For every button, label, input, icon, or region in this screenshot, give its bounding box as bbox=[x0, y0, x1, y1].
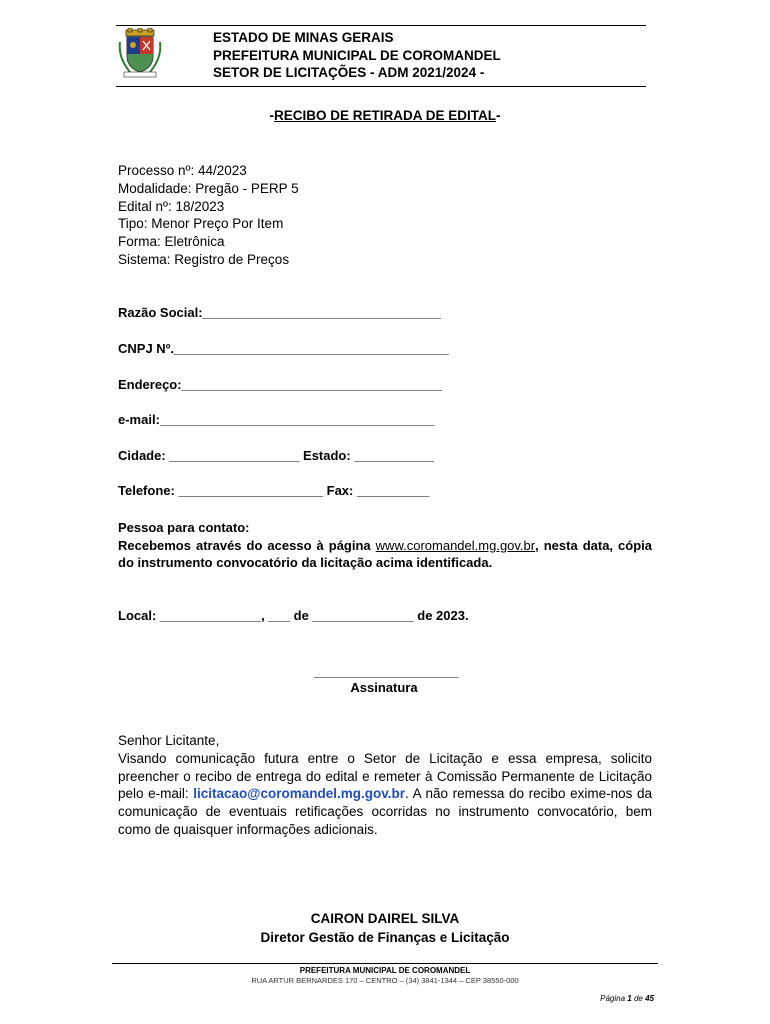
document-footer bbox=[0, 966, 770, 986]
email-field: e-mail:______________________________________ bbox=[118, 412, 435, 427]
local-date-field: Local: ______________, ___ de ______________ de 2023. bbox=[118, 608, 469, 623]
municipal-coat-of-arms-icon bbox=[118, 28, 162, 78]
signer-name: CAIRON DAIREL SILVA bbox=[310, 911, 460, 926]
cnpj-field: CNPJ Nº.______________________________________ bbox=[118, 341, 449, 356]
header-top-rule bbox=[116, 25, 646, 26]
receipt-text-after: , nesta data, cópia do instrumento convocatório da licitação acima identificada. bbox=[118, 537, 652, 570]
page-current: 1 bbox=[627, 994, 632, 1003]
signer-role: Diretor Gestão de Finanças e Licitação bbox=[260, 930, 510, 945]
page-total: 45 bbox=[645, 994, 654, 1003]
cidade-estado-field: Cidade: __________________ Estado: ___________ bbox=[118, 448, 434, 463]
page-label: Página bbox=[600, 994, 626, 1003]
letter-paragraph bbox=[118, 750, 652, 839]
razao-social-field: Razão Social:_________________________________ bbox=[118, 305, 442, 320]
header-bottom-rule bbox=[116, 86, 646, 87]
letter-greeting: Senhor Licitante, bbox=[118, 733, 220, 748]
title-text: RECIBO DE RETIRADA DE EDITAL bbox=[273, 108, 496, 123]
website-link[interactable]: www.coromandel.mg.gov.br bbox=[375, 537, 536, 553]
signature-line: ____________________ bbox=[314, 664, 459, 679]
receipt-statement bbox=[118, 537, 652, 572]
process-type: Tipo: Menor Preço Por Item bbox=[118, 216, 284, 232]
letter-text-before: Visando comunicação futura entre o Setor de Licitação e essa empresa, solicito preencher o recibo de entrega do edital e remeter à Comissão Permanente de Licitação pelo e-mail: bbox=[118, 750, 652, 802]
document-title bbox=[0, 108, 770, 123]
process-modality: Modalidade: Pregão - PERP 5 bbox=[118, 180, 299, 196]
page-of: de bbox=[633, 994, 643, 1003]
signature-label: Assinatura bbox=[350, 680, 418, 695]
endereco-field: Endereço:____________________________________ bbox=[118, 377, 442, 392]
process-info bbox=[118, 162, 299, 269]
contact-email-link[interactable]: licitacao@coromandel.mg.gov.br bbox=[193, 786, 405, 802]
title-prefix: - bbox=[269, 108, 274, 123]
telefone-fax-field: Telefone: ____________________ Fax: __________ bbox=[118, 483, 430, 498]
letter-text-after: . A não remessa do recibo exime-nos da comunicação de eventuais retificações ocorridas no instrumento convocatório, bem como de quaisquer informações adicionais. bbox=[118, 786, 652, 837]
footer-institution: PREFEITURA MUNICIPAL DE COROMANDEL bbox=[299, 966, 471, 975]
header-department: SETOR DE LICITAÇÕES - ADM 2021/2024 - bbox=[213, 65, 485, 80]
notice-number: Edital nº: 18/2023 bbox=[118, 198, 225, 214]
letter-body bbox=[118, 732, 652, 839]
title-suffix: - bbox=[496, 108, 501, 123]
process-form: Forma: Eletrônica bbox=[118, 234, 225, 250]
footer-rule bbox=[112, 963, 658, 964]
signer-block bbox=[0, 909, 770, 947]
receipt-text-before: Recebemos através do acesso à página bbox=[118, 537, 376, 553]
contact-label: Pessoa para contato: bbox=[118, 520, 250, 535]
process-system: Sistema: Registro de Preços bbox=[118, 251, 290, 267]
header-state: ESTADO DE MINAS GERAIS bbox=[213, 30, 394, 45]
header-prefecture: PREFEITURA MUNICIPAL DE COROMANDEL bbox=[213, 47, 501, 63]
contact-section bbox=[118, 519, 652, 572]
document-header bbox=[213, 29, 501, 82]
footer-address: RUA ARTUR BERNARDES 170 – CENTRO – (34) 3841-1344 – CEP 38550-000 bbox=[251, 976, 519, 985]
page-number bbox=[600, 994, 654, 1003]
process-number: Processo nº: 44/2023 bbox=[118, 163, 247, 178]
